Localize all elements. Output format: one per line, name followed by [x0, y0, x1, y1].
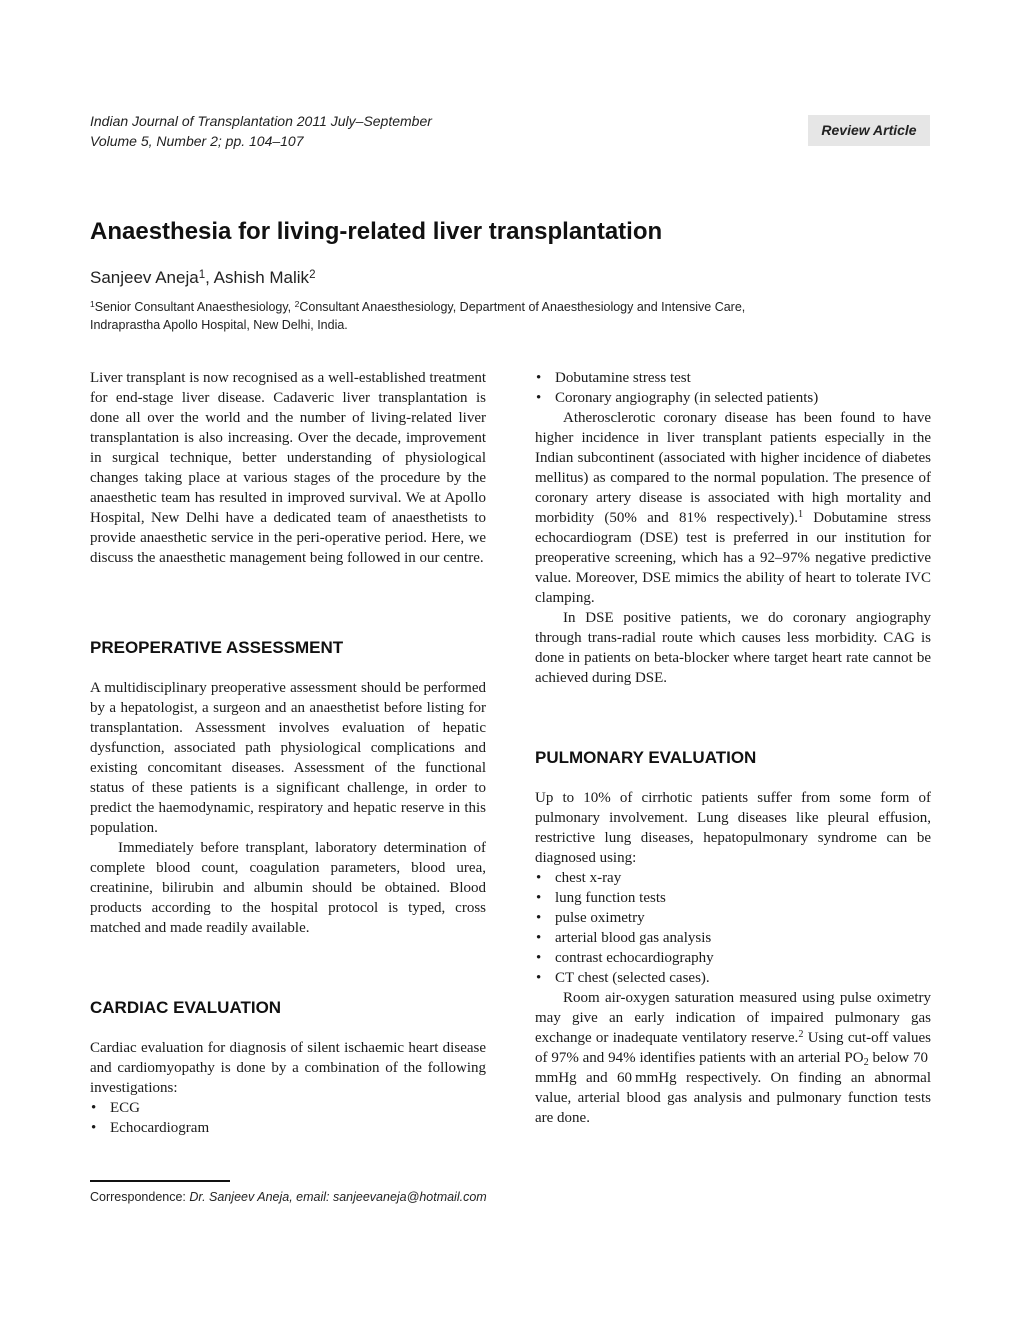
correspondence-footnote [90, 1188, 487, 1206]
intro-paragraph: Liver transplant is now recognised as a well-established treatment for end-stage liver disease. Cadaveric liver transplantation is done all over the world and the number of living-related liver transplantation is also increasing. Over the decade, improvement in surgical technique, better understanding of physiological changes taking place at various stages of the procedure by the anaesthetic team has resulted in improved survival. We at Apollo Hospital, New Delhi have a dedicated team of anaesthetists to provide anaesthetic service in the peri-operative period. Here, we discuss the anaesthetic management being followed in our centre. [90, 370, 486, 566]
pulmonary-paragraph [535, 988, 931, 1128]
affiliation-line [90, 298, 940, 316]
list-item: • Dobutamine stress test [535, 368, 931, 388]
pulmonary-text: Room air-oxygen saturation measured using pulse oximetry may give an early indication of impaired pulmonary gas exchange or inadequate ventilatory reserve. [535, 990, 931, 1046]
article-title: Anaesthesia for living-related liver transplantation [90, 218, 663, 245]
list-item: • Coronary angiography (in selected patients) [535, 388, 931, 408]
pulmonary-paragraph: Up to 10% of cirrhotic patients suffer from some form of pulmonary involvement. Lung diseases like pleural effusion, restrictive lung diseases, hepatopulmonary syndrome can be diagnosed using: [535, 790, 931, 866]
footnote-text: Dr. Sanjeev Aneja, email: sanjeevaneja@hotmail.com [189, 1190, 487, 1204]
cardiac-paragraph [535, 408, 931, 608]
author-name: Sanjeev Aneja [90, 268, 199, 287]
preop-paragraph: Immediately before transplant, laboratory determination of complete blood count, coagulation parameters, blood urea, creatinine, bilirubin and albumin should be obtained. Blood products according to the hospital protocol is typed, cross matched and made readily available. [90, 840, 486, 936]
left-column [90, 368, 486, 1138]
list-item: • ECG [90, 1098, 486, 1118]
affiliation-marker: 1 [90, 299, 95, 310]
subscript: 2 [863, 1057, 869, 1069]
section-heading-preoperative: PREOPERATIVE ASSESSMENT [90, 638, 344, 657]
list-item: • contrast echocardiography [535, 948, 931, 968]
affiliation-marker: 2 [294, 299, 300, 310]
author-affiliation-marker: 2 [309, 268, 316, 281]
list-item: • CT chest (selected cases). [535, 968, 931, 988]
pulmonary-text: below 70 mmHg and 60 mmHg respectively. On finding an abnormal value, arterial blood gas analysis and pulmonary function tests are done. [535, 1050, 931, 1126]
affiliation-text: Consultant Anaesthesiology, Department of Anaesthesiology and Intensive Care, [299, 300, 746, 314]
cardiac-text: Atherosclerotic coronary disease has been found to have higher incidence in liver transplant patients especially in the Indian subcontinent (associated with higher incidence of diabetes mellitus) as compared to the normal population. The presence of coronary artery disease is associated with high mortality and morbidity (50% and 81% respectively). [535, 410, 931, 526]
section-heading-pulmonary: PULMONARY EVALUATION [535, 748, 757, 767]
cardiac-investigation-list [90, 1098, 486, 1138]
cardiac-paragraph: In DSE positive patients, we do coronary angiography through trans-radial route which causes less morbidity. CAG is done in patients on beta-blocker where target heart rate cannot be achieved during DSE. [535, 610, 931, 686]
author-affiliation-marker: 1 [198, 268, 206, 281]
journal-header [90, 111, 432, 151]
affiliation-line: Indraprastha Apollo Hospital, New Delhi, India. [90, 318, 348, 332]
author-list [90, 266, 315, 290]
author-separator: , [205, 268, 214, 287]
article-type-badge: Review Article [808, 115, 930, 146]
reference-marker: 2 [798, 1029, 804, 1041]
reference-marker: 1 [797, 509, 804, 521]
cardiac-investigation-list-continued [535, 368, 931, 408]
affiliations [90, 298, 940, 334]
cardiac-text: Dobutamine stress echocardiogram (DSE) test is preferred in our institution for preoperative screening, which has a 92–97% negative predictive value. Moreover, DSE mimics the ability of heart to tolerate IVC clamping. [535, 510, 931, 606]
pulmonary-investigation-list [535, 868, 931, 988]
section-heading-cardiac: CARDIAC EVALUATION [90, 998, 282, 1017]
list-item: • Echocardiogram [90, 1118, 486, 1138]
journal-volume: Volume 5, Number 2; pp. 104–107 [90, 133, 304, 149]
footnote-divider [90, 1180, 230, 1182]
pulmonary-text: Using cut-off values of 97% and 94% identifies patients with an arterial PO [535, 1030, 931, 1066]
footnote-label: Correspondence: [90, 1190, 190, 1204]
affiliation-text: Senior Consultant Anaesthesiology, [94, 300, 295, 314]
author-name: Ashish Malik [213, 268, 310, 287]
list-item: • lung function tests [535, 888, 931, 908]
right-column [535, 368, 931, 1128]
list-item: • chest x-ray [535, 868, 931, 888]
list-item: • pulse oximetry [535, 908, 931, 928]
list-item: • arterial blood gas analysis [535, 928, 931, 948]
journal-citation: Indian Journal of Transplantation 2011 July–September [90, 113, 432, 129]
cardiac-paragraph: Cardiac evaluation for diagnosis of silent ischaemic heart disease and cardiomyopathy is done by a combination of the following investigations: [90, 1040, 486, 1096]
preop-paragraph: A multidisciplinary preoperative assessment should be performed by a hepatologist, a surgeon and an anaesthetist before listing for transplantation. Assessment involves evaluation of hepatic dysfunction, associated path physiological complications and existing concomitant diseases. Assessment of the functional status of these patients is a significant challenge, in order to predict the haemodynamic, respiratory and hepatic reserve in this population. [90, 680, 486, 836]
